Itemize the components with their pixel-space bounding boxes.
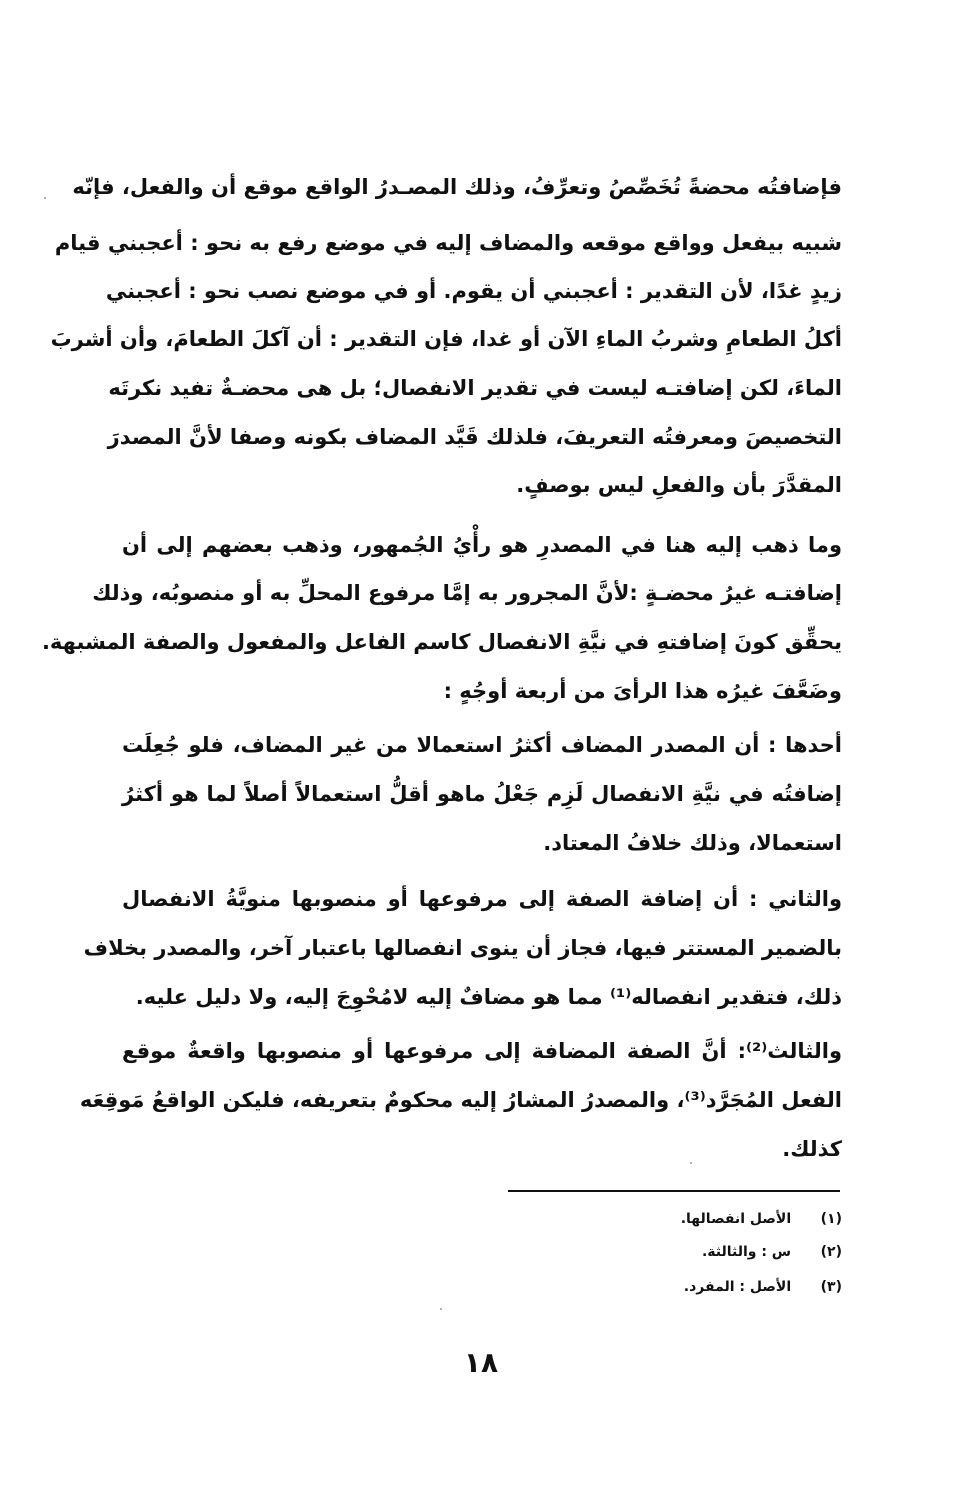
text-line: وضَعَّفَ غيرُه هذا الرأىَ من أربعة أوجُهٍ :	[443, 679, 842, 703]
page-number: ١٨	[463, 1346, 499, 1379]
footnote	[502, 1277, 842, 1299]
text-line: المقدَّرَ بأن والفعلِ ليس بوصفٍ.	[516, 473, 842, 497]
text-line: فإضافتُه محضةً تُخَصِّصُ وتعرِّفُ، وذلك المصـدرُ الواقع موقع أن والفعل، فإنّه	[72, 175, 842, 199]
text-line: بالضمير المستتر فيها، فجاز أن ينوى انفصالها باعتبار آخر، والمصدر بخلاف	[83, 936, 842, 960]
footnote-text: الأصل انفصالها.	[680, 1211, 792, 1227]
text-line: يحقِّق كونَ إضافتهِ في نيَّةِ الانفصال كاسم الفاعل والمفعول والصفة المشبهة.	[41, 630, 842, 654]
text-line: زيدٍ غدًا، لأن التقدير : أعجبني أن يقوم. أو في موضع نصب نحو : أعجبني	[105, 279, 842, 303]
text-line: استعمالا، وذلك خلافُ المعتاد.	[543, 831, 842, 855]
scan-speck	[44, 197, 46, 199]
footnote-number: (١)	[820, 1211, 842, 1227]
text-line: إضافتُه في نيَّةِ الانفصال لَزِم جَعْلُ ماهو أقلُّ استعمالاً أصلاً لما هو أكثرُ	[122, 782, 842, 806]
text-line: الفعل المُجَرَّد⁽³⁾، والمصدرُ المشارُ إليه محكومٌ بتعريفه، فليكن الواقعُ مَوقِعَه	[79, 1088, 842, 1112]
text-line: والثاني : أن إضافة الصفة إلى مرفوعها أو منصوبها منويَّةُ الانفصال	[122, 887, 842, 911]
footnote-separator	[508, 1190, 840, 1192]
footnote-text: الأصل : المفرد.	[683, 1279, 792, 1295]
footnote-number: (٣)	[820, 1279, 842, 1295]
text-line: والثالث⁽²⁾: أنَّ الصفة المضافة إلى مرفوعها أو منصوبها واقعةٌ موقع	[122, 1039, 842, 1063]
text-line: الماءَ، لكن إضافتـه ليست في تقدير الانفصال؛ بل هى محضـةٌ تفيد نكرتَه	[108, 376, 842, 400]
text-line: التخصيصَ ومعرفتُه التعريفَ، فلذلك قَيَّد المضاف بكونه وصفا لأنَّ المصدرَ	[107, 425, 842, 449]
footnote	[502, 1209, 842, 1231]
text-line: ذلك، فتقدير انفصاله⁽¹⁾ مما هو مضافٌ إليه لامُحْوِجَ إليه، ولا دليل عليه.	[135, 985, 842, 1009]
scan-speck	[440, 1308, 442, 1310]
text-line: وما ذهب إليه هنا في المصدرِ هو رأْيُ الجُمهور، وذهب بعضهم إلى أن	[122, 533, 842, 557]
text-line: كذلك.	[782, 1137, 842, 1161]
footnote-number: (٢)	[820, 1244, 842, 1260]
scan-speck	[690, 1162, 692, 1164]
footnote-text: س : والثالثة.	[701, 1244, 792, 1260]
text-line: شبيه بيفعل وواقع موقعه والمضاف إليه في موضع رفع به نحو : أعجبني قيام	[54, 231, 842, 255]
text-line: إضافتـه غيرُ محضـةٍ :لأنَّ المجرور به إمَّا مرفوع المحلِّ به أو منصوبُه، وذلك	[92, 581, 842, 605]
footnote	[502, 1242, 842, 1264]
text-line: أكلُ الطعامِ وشربُ الماءِ الآن أو غدا، فإن التقدير : أن آكلَ الطعامَ، وأن أشربَ	[50, 327, 842, 351]
text-line: أحدها : أن المصدر المضاف أكثرُ استعمالا من غير المضاف، فلو جُعِلَت	[122, 733, 842, 757]
